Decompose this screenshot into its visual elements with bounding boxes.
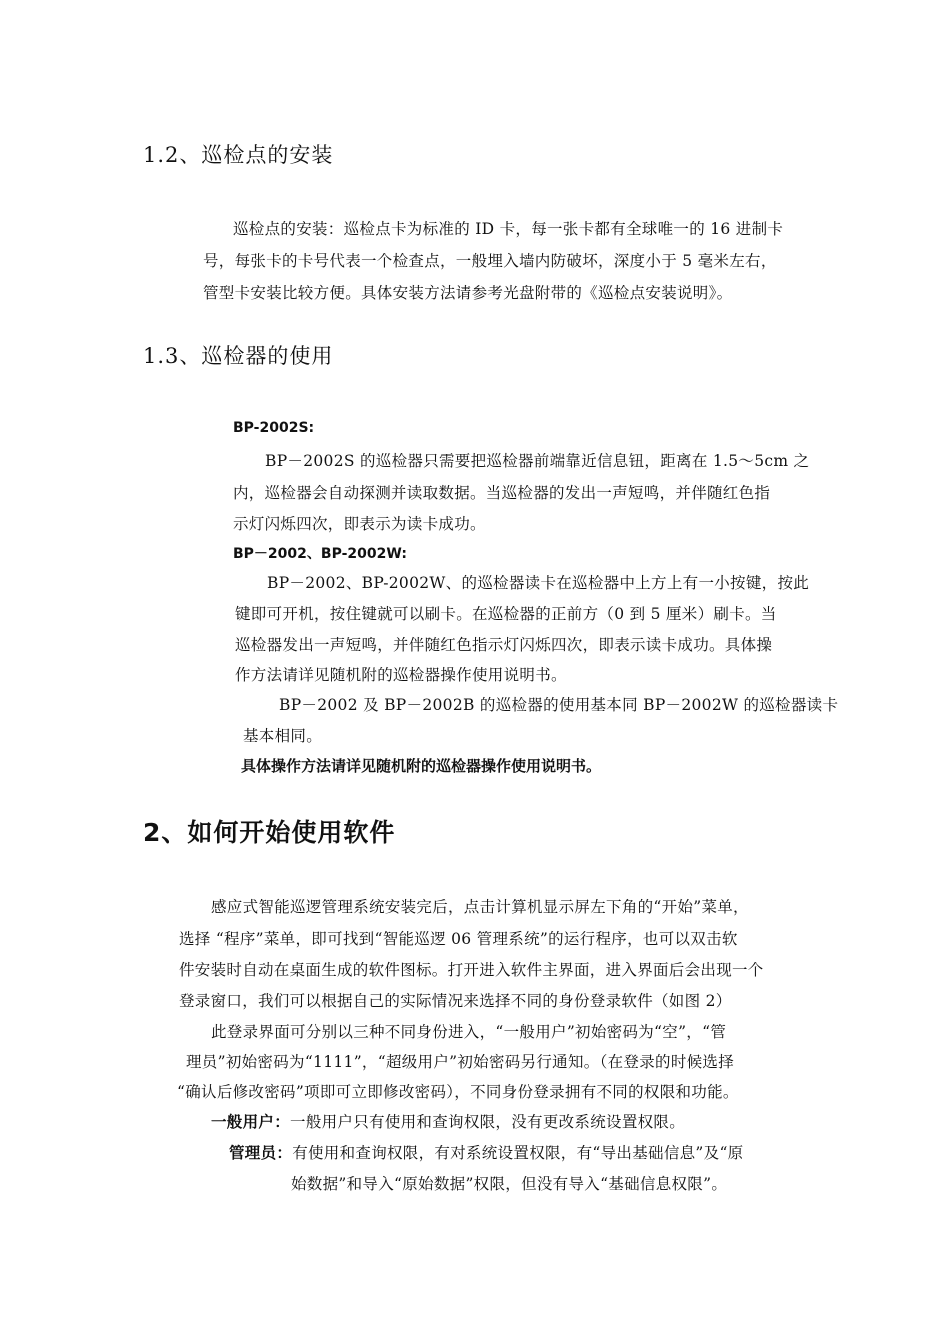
bp2002-label: BP－2002、BP-2002W: (233, 546, 407, 562)
section-1-3-heading: 1.3、巡检器的使用 (143, 344, 334, 368)
section-1-2-line-2: 号，每张卡的卡号代表一个检查点，一般埋入墙内防破坏，深度小于 5 毫米左右， (203, 252, 777, 270)
general-user-label: 一般用户： (211, 1113, 291, 1131)
bp2002s-line-1: BP－2002S 的巡检器只需要把巡检器前端靠近信息钮，距离在 1.5～5cm 之 (265, 452, 810, 470)
general-user-text: 一般用户只有使用和查询权限，没有更改系统设置权限。 (290, 1113, 686, 1131)
admin-line-2: 始数据”和导入“原始数据”权限，但没有导入“基础信息权限”。 (291, 1175, 728, 1193)
bp2002b-line-1: BP－2002 及 BP－2002B 的巡检器的使用基本同 BP－2002W 的巡检器读卡 (279, 696, 839, 714)
bp2002-line-3: 巡检器发出一声短鸣，并伴随红色指示灯闪烁四次，即表示读卡成功。具体操 (235, 636, 773, 654)
manual-note: 具体操作方法请详见随机附的巡检器操作使用说明书。 (241, 757, 602, 775)
section-1-2-heading: 1.2、巡检点的安装 (143, 143, 334, 167)
admin-line (229, 1141, 743, 1163)
section-2-p1-line-1: 感应式智能巡逻管理系统安装完后，点击计算机显示屏左下角的“开始”菜单， (211, 898, 749, 916)
admin-label: 管理员： (229, 1144, 293, 1162)
section-2-p2-line-1: 此登录界面可分别以三种不同身份进入，“一般用户”初始密码为“空”，“管 (211, 1023, 727, 1041)
general-user-line (211, 1110, 685, 1132)
bp2002b-line-2: 基本相同。 (243, 727, 323, 745)
bp2002s-line-3: 示灯闪烁四次，即表示为读卡成功。 (233, 515, 486, 533)
section-2-p1-line-4: 登录窗口，我们可以根据自己的实际情况来选择不同的身份登录软件（如图 2） (179, 992, 732, 1010)
section-2-p2-line-2: 理员”初始密码为“1111”，“超级用户”初始密码另行通知。（在登录的时候选择 (186, 1053, 735, 1071)
bp2002s-line-2: 内，巡检器会自动探测并读取数据。当巡检器的发出一声短鸣，并伴随红色指 (233, 484, 771, 502)
section-2-p2-line-3: “确认后修改密码”项即可立即修改密码），不同身份登录拥有不同的权限和功能。 (177, 1083, 739, 1101)
section-2-p1-line-2: 选择 “程序”菜单，即可找到“智能巡逻 06 管理系统”的运行程序，也可以双击软 (179, 930, 738, 948)
bp2002-line-4: 作方法请详见随机附的巡检器操作使用说明书。 (235, 666, 567, 684)
bp2002-line-2: 键即可开机，按住键就可以刷卡。在巡检器的正前方（0 到 5 厘米）刷卡。当 (235, 605, 777, 623)
bp2002-line-1: BP－2002、BP-2002W、的巡检器读卡在巡检器中上方上有一小按键，按此 (267, 574, 810, 592)
section-2-heading: 2、如何开始使用软件 (143, 818, 396, 847)
section-1-2-line-1: 巡检点的安装：巡检点卡为标准的 ID 卡，每一张卡都有全球唯一的 16 进制卡 (233, 220, 784, 238)
admin-text: 有使用和查询权限，有对系统设置权限，有“导出基础信息”及“原 (292, 1144, 744, 1162)
section-1-2-line-3: 管型卡安装比较方便。具体安装方法请参考光盘附带的《巡检点安装说明》。 (203, 284, 733, 302)
section-2-p1-line-3: 件安装时自动在桌面生成的软件图标。打开进入软件主界面，进入界面后会出现一个 (179, 961, 764, 979)
bp2002s-label: BP-2002S: (233, 420, 315, 436)
